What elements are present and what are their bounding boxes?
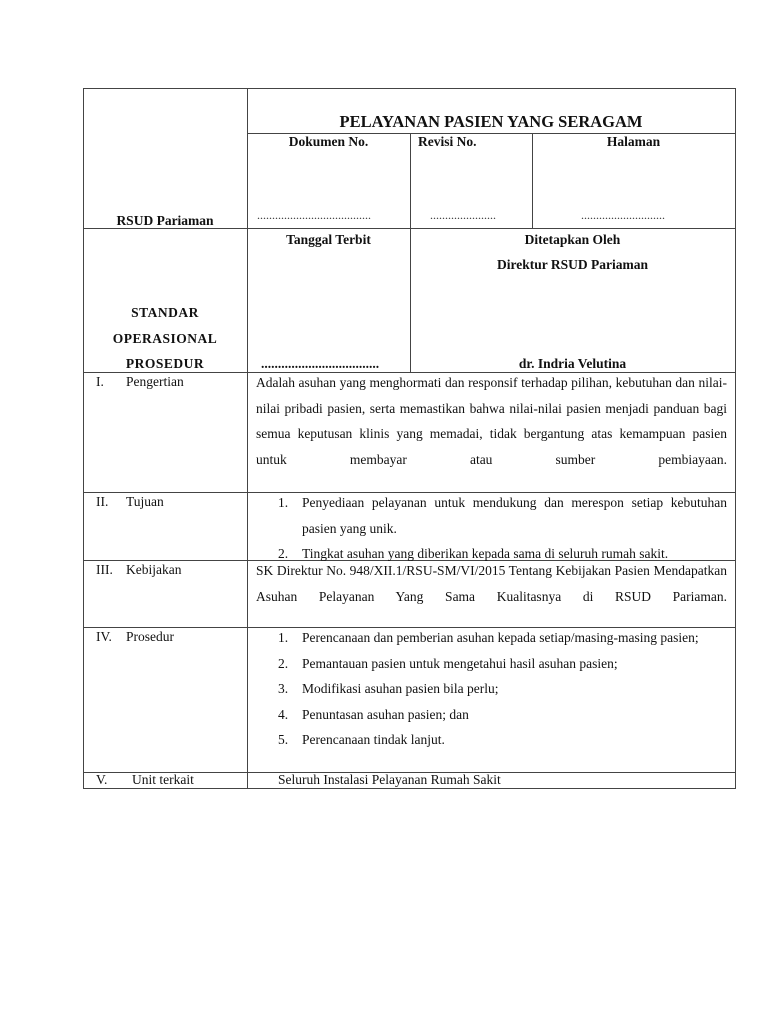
unit-text: Seluruh Instalasi Pelayanan Rumah Sakit: [278, 772, 501, 787]
dokumen-label: Dokumen No.: [288, 134, 369, 149]
item-number: 5.: [278, 732, 289, 747]
section-label-kebijakan: Kebijakan: [126, 562, 182, 577]
tanggal-terbit-value: ...................................: [261, 356, 380, 371]
table-border-top: [83, 88, 735, 89]
section-label-pengertian: Pengertian: [126, 374, 184, 389]
item-text: Perencanaan tindak lanjut.: [302, 732, 445, 747]
list-item: [256, 702, 727, 728]
item-number: 2.: [278, 655, 289, 671]
section-label-prosedur: Prosedur: [126, 629, 174, 644]
divider: [410, 133, 411, 372]
kebijakan-text: SK Direktur No. 948/XII.1/RSU-SM/VI/2015 Tentang Kebijakan Pasien Mendapatkan Asuhan Pelayanan Yang Sama Kualitasnya di RSUD Pariaman.: [256, 563, 727, 604]
item-number: 1.: [278, 495, 289, 510]
list-item: [256, 727, 727, 753]
ditetapkan-label: Ditetapkan Oleh: [524, 232, 621, 247]
list-item: [256, 676, 727, 702]
document-title: PELAYANAN PASIEN YANG SERAGAM: [339, 112, 643, 131]
sop-line-2: OPERASIONAL: [112, 331, 218, 346]
item-text: Modifikasi asuhan pasien bila perlu;: [302, 681, 499, 696]
item-text: Tingkat asuhan yang diberikan kepada sama di seluruh rumah sakit.: [302, 546, 669, 561]
item-text: Perencanaan dan pemberian asuhan kepada setiap/masing-masing pasien;: [302, 630, 699, 645]
table-border-right: [735, 88, 736, 789]
item-text: Pemantauan pasien untuk mengetahui hasil asuhan pasien;: [302, 655, 618, 671]
table-border-left: [83, 88, 84, 789]
tanggal-terbit-label: Tanggal Terbit: [286, 232, 371, 247]
item-number: 2.: [278, 546, 289, 561]
item-text: Penuntasan asuhan pasien; dan: [302, 706, 469, 722]
item-number: 1.: [278, 630, 289, 645]
halaman-value: ............................: [581, 208, 665, 222]
pengertian-text: Adalah asuhan yang menghormati dan responsif terhadap pilihan, kebutuhan dan nilai-nilai pribadi pasien, serta memastikan bahwa nilai-nilai pasien menjadi panduan bagi semua keputusan klinis yang memadai, tidak bergantung atas kemampuan pasien untuk membayar atau sumber pembiayaan.: [256, 375, 727, 467]
direktur-label: Direktur RSUD Pariaman: [497, 257, 648, 272]
section-number: IV.: [96, 629, 112, 644]
halaman-label: Halaman: [606, 134, 661, 149]
list-item: [256, 625, 727, 651]
dokumen-value: ......................................: [257, 208, 371, 222]
item-number: 3.: [278, 681, 289, 696]
signer-name: dr. Indria Velutina: [518, 356, 627, 371]
sop-line-1: STANDAR: [131, 305, 199, 320]
section-number: II.: [96, 494, 109, 509]
revisi-value: ......................: [430, 208, 496, 222]
divider: [247, 88, 248, 789]
section-number: III.: [96, 562, 113, 577]
prosedur-list: [256, 625, 727, 753]
institution-name: RSUD Pariaman: [116, 213, 214, 228]
table-border-bottom: [83, 788, 735, 789]
list-item: [256, 490, 727, 541]
section-number: V.: [96, 772, 108, 787]
section-label-tujuan: Tujuan: [126, 494, 164, 509]
item-text: Penyediaan pelayanan untuk mendukung dan merespon setiap kebutuhan pasien yang unik.: [302, 495, 727, 536]
revisi-label: Revisi No.: [418, 134, 477, 149]
sop-line-3: PROSEDUR: [125, 356, 205, 371]
section-label-unit: Unit terkait: [132, 772, 194, 787]
item-number: 4.: [278, 706, 289, 722]
list-item: [256, 651, 727, 677]
tujuan-list: [256, 490, 727, 567]
section-number: I.: [96, 374, 104, 389]
